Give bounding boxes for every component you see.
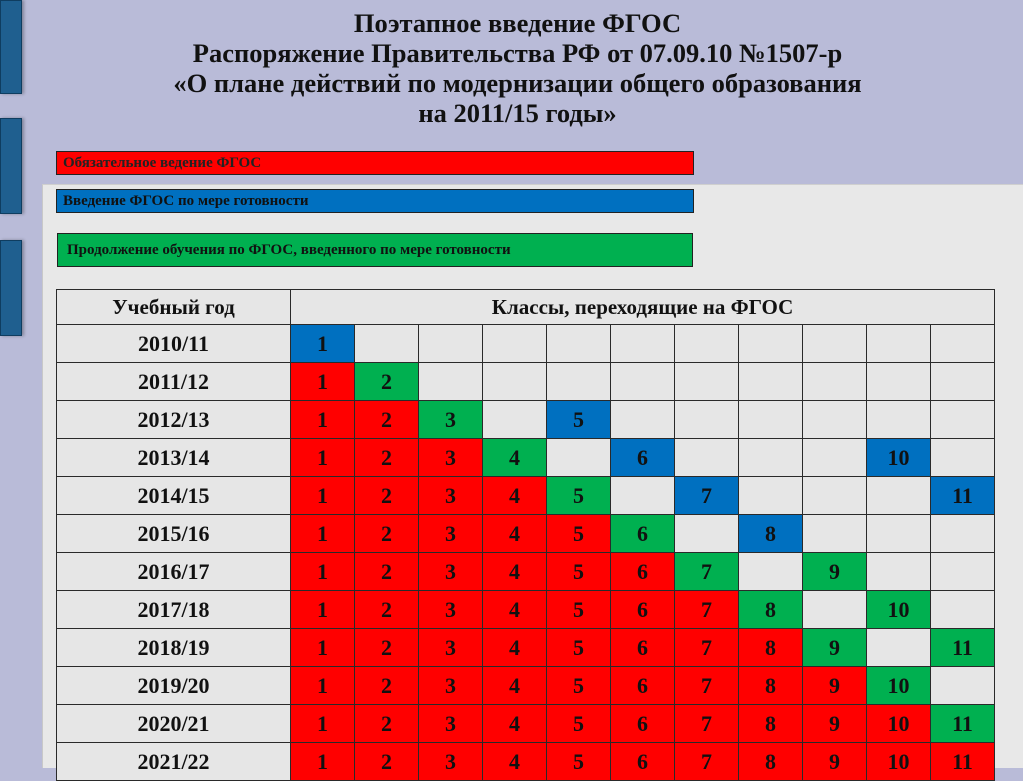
class-cell: 7 (675, 705, 739, 743)
class-cell: 5 (547, 743, 611, 781)
class-cell: 6 (611, 553, 675, 591)
class-cell: 6 (611, 629, 675, 667)
class-cell: 2 (355, 629, 419, 667)
table-row (57, 667, 995, 705)
year-cell: 2012/13 (57, 401, 291, 439)
title-line-1: Поэтапное введение ФГОС (353, 8, 682, 38)
class-cell: 5 (547, 553, 611, 591)
title-line-4: на 2011/15 годы» (418, 98, 617, 128)
class-cell: 7 (675, 629, 739, 667)
class-cell: 3 (419, 629, 483, 667)
class-cell (739, 477, 803, 515)
class-cell (675, 325, 739, 363)
class-cell (867, 553, 931, 591)
class-cell (675, 515, 739, 553)
class-cell: 2 (355, 515, 419, 553)
class-cell: 1 (291, 705, 355, 743)
class-cell: 3 (419, 743, 483, 781)
table-row (57, 515, 995, 553)
class-cell (867, 325, 931, 363)
class-cell: 4 (483, 553, 547, 591)
header-year: Учебный год (57, 290, 291, 325)
class-cell: 11 (931, 705, 995, 743)
class-cell: 8 (739, 667, 803, 705)
class-cell: 7 (675, 591, 739, 629)
class-cell: 2 (355, 363, 419, 401)
class-cell: 8 (739, 705, 803, 743)
table-row (57, 477, 995, 515)
class-cell: 1 (291, 363, 355, 401)
class-cell (931, 439, 995, 477)
legend-continuation: Продолжение обучения по ФГОС, введенного по мере готовности (57, 233, 693, 267)
table-row (57, 743, 995, 781)
class-cell (547, 325, 611, 363)
class-cell: 4 (483, 515, 547, 553)
class-cell (803, 515, 867, 553)
class-cell (419, 363, 483, 401)
year-cell: 2010/11 (57, 325, 291, 363)
table-row (57, 591, 995, 629)
class-cell (611, 363, 675, 401)
class-cell: 8 (739, 515, 803, 553)
class-cell: 3 (419, 591, 483, 629)
class-cell (419, 325, 483, 363)
table-row (57, 553, 995, 591)
class-cell: 3 (419, 553, 483, 591)
class-cell: 1 (291, 629, 355, 667)
class-cell: 10 (867, 667, 931, 705)
class-cell (803, 363, 867, 401)
class-cell: 9 (803, 743, 867, 781)
legend-readiness: Введение ФГОС по мере готовности (56, 189, 694, 213)
class-cell: 6 (611, 591, 675, 629)
class-cell: 3 (419, 401, 483, 439)
class-cell: 4 (483, 629, 547, 667)
class-cell (867, 477, 931, 515)
class-cell (675, 439, 739, 477)
class-cell: 6 (611, 439, 675, 477)
class-cell: 2 (355, 743, 419, 781)
class-cell: 9 (803, 705, 867, 743)
class-cell (739, 401, 803, 439)
class-cell: 9 (803, 667, 867, 705)
class-cell: 3 (419, 667, 483, 705)
class-cell: 2 (355, 401, 419, 439)
class-cell: 2 (355, 439, 419, 477)
class-cell: 1 (291, 515, 355, 553)
side-tab-1 (0, 0, 22, 94)
class-cell: 10 (867, 591, 931, 629)
class-cell (611, 401, 675, 439)
class-cell: 2 (355, 477, 419, 515)
table-row (57, 705, 995, 743)
class-cell (483, 363, 547, 401)
class-cell (803, 439, 867, 477)
class-cell: 5 (547, 477, 611, 515)
class-cell: 2 (355, 591, 419, 629)
class-cell: 6 (611, 667, 675, 705)
class-cell: 5 (547, 515, 611, 553)
class-cell (867, 401, 931, 439)
table-row (57, 401, 995, 439)
class-cell: 1 (291, 401, 355, 439)
class-cell: 6 (611, 705, 675, 743)
class-cell: 1 (291, 439, 355, 477)
class-cell: 5 (547, 667, 611, 705)
class-cell: 4 (483, 667, 547, 705)
class-cell: 1 (291, 667, 355, 705)
class-cell: 9 (803, 553, 867, 591)
class-cell (547, 363, 611, 401)
class-cell: 8 (739, 591, 803, 629)
class-cell: 7 (675, 477, 739, 515)
table-row (57, 325, 995, 363)
class-cell (931, 553, 995, 591)
year-cell: 2013/14 (57, 439, 291, 477)
class-cell (675, 363, 739, 401)
class-cell (867, 515, 931, 553)
class-cell (931, 667, 995, 705)
class-cell: 10 (867, 743, 931, 781)
class-cell: 4 (483, 743, 547, 781)
class-cell: 1 (291, 477, 355, 515)
year-cell: 2017/18 (57, 591, 291, 629)
class-cell: 1 (291, 743, 355, 781)
class-cell: 2 (355, 667, 419, 705)
class-cell: 4 (483, 591, 547, 629)
year-cell: 2019/20 (57, 667, 291, 705)
class-cell: 8 (739, 743, 803, 781)
class-cell (739, 363, 803, 401)
class-cell (803, 591, 867, 629)
class-cell (611, 477, 675, 515)
class-cell: 9 (803, 629, 867, 667)
year-cell: 2016/17 (57, 553, 291, 591)
class-cell: 11 (931, 477, 995, 515)
title-line-3: «О плане действий по модернизации общего образования (173, 68, 862, 98)
class-cell (867, 363, 931, 401)
fgos-schedule-table (56, 289, 995, 781)
class-cell: 3 (419, 515, 483, 553)
class-cell: 4 (483, 705, 547, 743)
year-cell: 2018/19 (57, 629, 291, 667)
class-cell: 3 (419, 439, 483, 477)
class-cell (355, 325, 419, 363)
class-cell (483, 401, 547, 439)
class-cell: 6 (611, 515, 675, 553)
class-cell (931, 325, 995, 363)
year-cell: 2020/21 (57, 705, 291, 743)
class-cell (803, 325, 867, 363)
class-cell (803, 477, 867, 515)
class-cell: 2 (355, 705, 419, 743)
class-cell: 4 (483, 439, 547, 477)
class-cell: 5 (547, 401, 611, 439)
class-cell (803, 401, 867, 439)
class-cell: 10 (867, 439, 931, 477)
class-cell: 1 (291, 325, 355, 363)
class-cell (867, 629, 931, 667)
year-cell: 2021/22 (57, 743, 291, 781)
class-cell: 7 (675, 743, 739, 781)
side-tab-2 (0, 118, 22, 214)
class-cell (739, 325, 803, 363)
class-cell (739, 439, 803, 477)
side-tab-3 (0, 240, 22, 336)
class-cell: 1 (291, 553, 355, 591)
class-cell: 6 (611, 743, 675, 781)
class-cell: 7 (675, 667, 739, 705)
class-cell: 10 (867, 705, 931, 743)
class-cell: 3 (419, 705, 483, 743)
class-cell (931, 401, 995, 439)
class-cell: 11 (931, 743, 995, 781)
class-cell: 7 (675, 553, 739, 591)
year-cell: 2014/15 (57, 477, 291, 515)
page-title (40, 8, 995, 128)
legend-mandatory: Обязательное ведение ФГОС (56, 151, 694, 175)
year-cell: 2015/16 (57, 515, 291, 553)
class-cell: 5 (547, 705, 611, 743)
class-cell (931, 363, 995, 401)
table-row (57, 629, 995, 667)
table-header-row (57, 290, 995, 325)
class-cell (611, 325, 675, 363)
class-cell: 1 (291, 591, 355, 629)
class-cell (931, 591, 995, 629)
table-row (57, 439, 995, 477)
class-cell (675, 401, 739, 439)
title-line-2: Распоряжение Правительства РФ от 07.09.10 №1507-р (192, 38, 843, 68)
class-cell: 2 (355, 553, 419, 591)
class-cell: 5 (547, 591, 611, 629)
table-row (57, 363, 995, 401)
class-cell (931, 515, 995, 553)
class-cell: 4 (483, 477, 547, 515)
year-cell: 2011/12 (57, 363, 291, 401)
header-classes: Классы, переходящие на ФГОС (291, 290, 995, 325)
class-cell: 11 (931, 629, 995, 667)
class-cell (547, 439, 611, 477)
class-cell: 5 (547, 629, 611, 667)
class-cell: 8 (739, 629, 803, 667)
class-cell (739, 553, 803, 591)
class-cell (483, 325, 547, 363)
class-cell: 3 (419, 477, 483, 515)
